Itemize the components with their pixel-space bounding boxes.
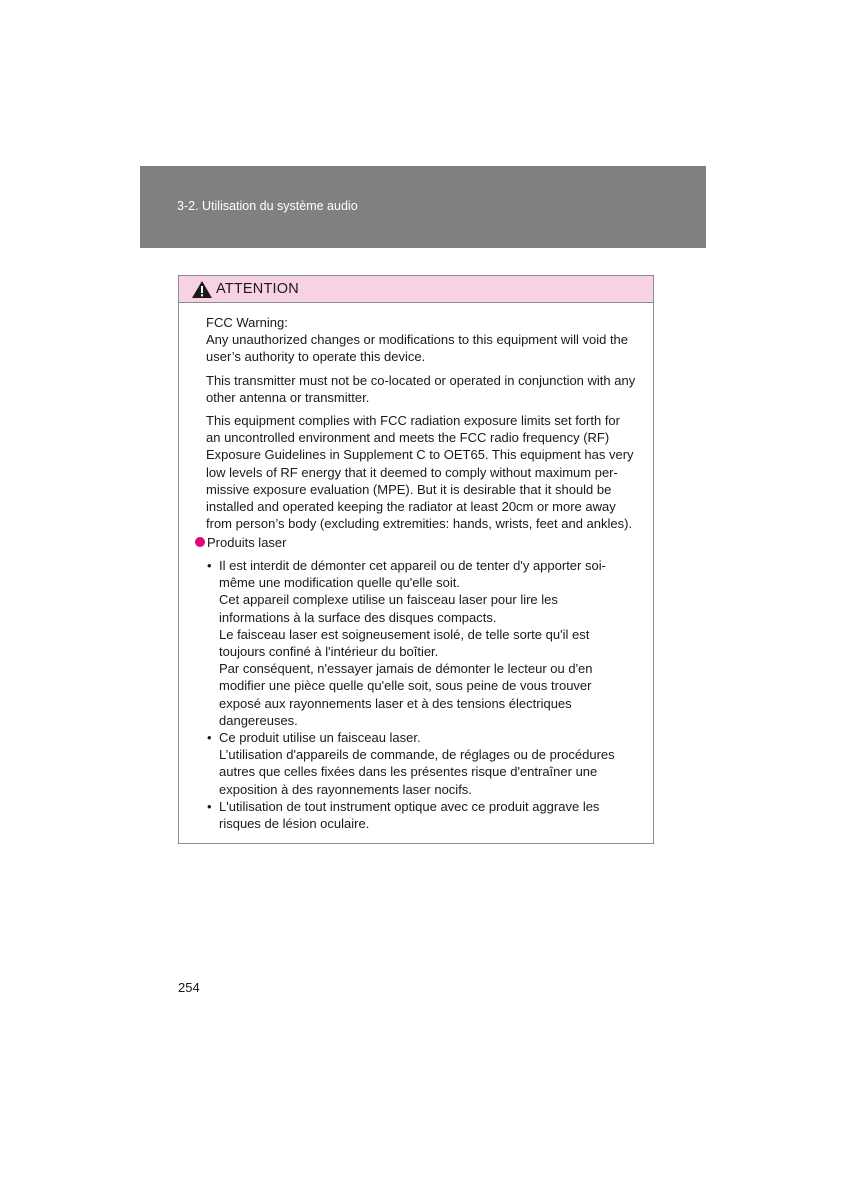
text-line: autres que celles fixées dans les présentes risque d'entraîner une: [219, 764, 598, 780]
text-line: modifier une pièce quelle qu'elle soit, sous peine de vous trouver: [219, 678, 592, 694]
list-item: [195, 798, 642, 832]
text-line: exposition à des rayonnements laser nocifs.: [219, 781, 472, 797]
warning-triangle-icon: [191, 280, 213, 299]
text-line: installed and operated keeping the radiator at least 20cm or more away: [206, 499, 616, 515]
text-line: Any unauthorized changes or modifications to this equipment will void the: [206, 332, 629, 348]
section-title: 3-2. Utilisation du système audio: [177, 199, 358, 213]
attention-box: [178, 275, 654, 844]
bullet-icon: •: [207, 730, 212, 746]
text-line: Exposure Guidelines in Supplement C to OET65. This equipment has very: [206, 447, 634, 463]
text-line: user’s authority to operate this device.: [206, 349, 426, 365]
text-line: Il est interdit de démonter cet appareil ou de tenter d'y apporter soi-: [219, 558, 606, 573]
text-line: informations à la surface des disques compacts.: [219, 609, 497, 625]
text-line: FCC Warning:: [206, 315, 288, 330]
laser-warning-list: [195, 557, 645, 832]
text-line: This transmitter must not be co-located or operated in conjunction with any: [206, 372, 636, 388]
attention-body: [206, 314, 649, 532]
text-line: exposé aux rayonnements laser et à des tensions électriques: [219, 695, 572, 711]
text-line: même une modification quelle qu'elle soit.: [219, 575, 460, 591]
text-line: other antenna or transmitter.: [206, 389, 370, 405]
laser-products-heading: [195, 534, 645, 551]
text-line: Cet appareil complexe utilise un faisceau laser pour lire les: [219, 592, 558, 608]
attention-title: ATTENTION: [216, 281, 299, 297]
list-item: [195, 729, 642, 798]
list-item: [195, 557, 642, 729]
text-line: missive exposure evaluation (MPE). But it is desirable that it should be: [206, 481, 612, 497]
page-number: 254: [178, 980, 200, 995]
bullet-icon: •: [207, 558, 212, 573]
text-line: This equipment complies with FCC radiation exposure limits set forth for: [206, 413, 620, 429]
text-line: toujours confiné à l'intérieur du boîtier.: [219, 644, 439, 660]
magenta-bullet-icon: [195, 537, 205, 547]
attention-header: [179, 276, 653, 303]
text-line: an uncontrolled environment and meets the FCC radio frequency (RF): [206, 430, 610, 446]
text-line: L’utilisation d'appareils de commande, de réglages ou de procédures: [219, 747, 615, 763]
laser-products-section: [195, 534, 645, 832]
text-line: dangereuses.: [219, 712, 298, 728]
text-line: Le faisceau laser est soigneusement isolé, de telle sorte qu'il est: [219, 626, 590, 642]
laser-products-title: Produits laser: [207, 535, 287, 550]
fcc-warning-paragraph: [206, 314, 649, 366]
text-line: Par conséquent, n'essayer jamais de démonter le lecteur ou d'en: [219, 661, 593, 677]
colocation-paragraph: [206, 372, 649, 406]
text-line: L'utilisation de tout instrument optique avec ce produit aggrave les: [219, 798, 600, 814]
text-line: low levels of RF energy that it deemed to comply without maximum per-: [206, 464, 618, 480]
rf-exposure-paragraph: [206, 412, 649, 532]
section-header-band: [140, 166, 706, 248]
bullet-icon: •: [207, 798, 212, 814]
text-line: Ce produit utilise un faisceau laser.: [219, 730, 421, 746]
text-line: from person’s body (excluding extremities: hands, wrists, feet and ankles).: [206, 516, 633, 532]
text-line: risques de lésion oculaire.: [219, 816, 370, 832]
